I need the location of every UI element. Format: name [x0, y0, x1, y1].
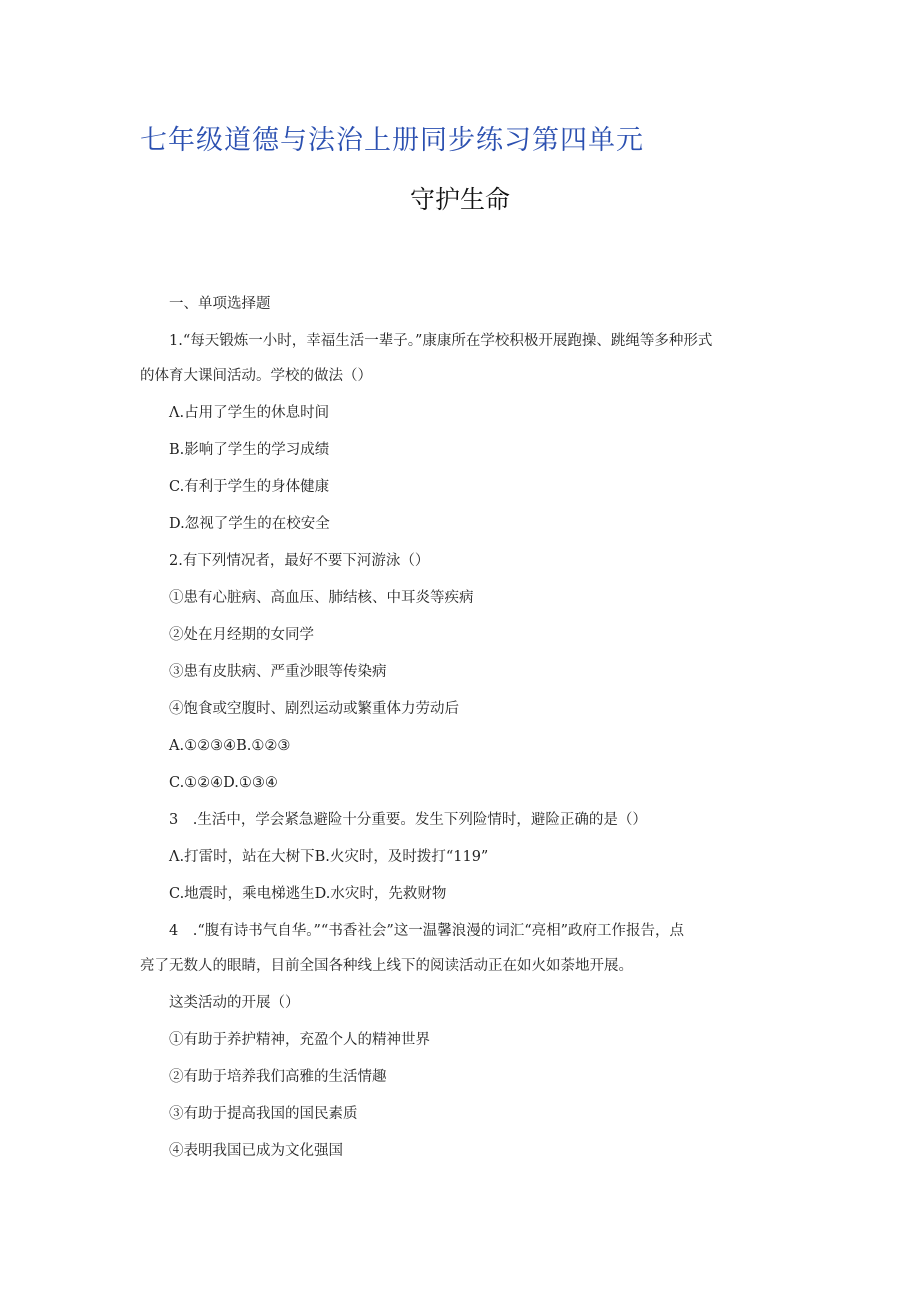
- question-1-option-d: D.忽视了学生的在校安全: [169, 516, 330, 532]
- question-1-text-continued: 的体育大课间活动。学校的做法（）: [140, 368, 372, 384]
- question-4-item-2: ②有助于培养我们高雅的生活情趣: [169, 1069, 387, 1085]
- question-2-item-1: ①患有心脏病、高血压、肺结核、中耳炎等疾病: [169, 590, 474, 606]
- question-3-options-ab: Λ.打雷时，站在大树下B.火灾时，及时拨打“119”: [169, 849, 489, 865]
- question-4-prompt: 这类活动的开展（）: [169, 995, 300, 1011]
- question-2-item-3: ③患有皮肤病、严重沙眼等传染病: [169, 664, 387, 680]
- question-4-item-4: ④表明我国已成为文化强国: [169, 1143, 343, 1159]
- question-4-text-continued: 亮了无数人的眼睛，目前全国各种线上线下的阅读活动正在如火如荼地开展。: [140, 958, 633, 974]
- question-4-text: 4 .“腹有诗书气自华。”“书香社会”这一温馨浪漫的词汇“亮相”政府工作报告，点: [169, 923, 685, 939]
- question-2-item-2: ②处在月经期的女同学: [169, 627, 314, 643]
- question-1-option-c: C.有利于学生的身体健康: [169, 479, 330, 495]
- question-3-text: 3 .生活中，学会紧急避险十分重要。发生下列险情时，避险正确的是（）: [169, 812, 647, 828]
- question-4-item-3: ③有助于提高我国的国民素质: [169, 1106, 358, 1122]
- question-1-text: 1.“每天锻炼一小时，幸福生活一辈子。”康康所在学校积极开展跑操、跳绳等多种形式: [169, 333, 713, 349]
- question-1-option-a: Λ.占用了学生的休息时间: [169, 405, 330, 421]
- question-2-options-ab: A.①②③④B.①②③: [169, 738, 291, 754]
- question-3-options-cd: C.地震时，乘电梯逃生D.水灾时，先救财物: [169, 886, 447, 902]
- question-4-item-1: ①有助于养护精神，充盈个人的精神世界: [169, 1032, 430, 1048]
- question-2-item-4: ④饱食或空腹时、剧烈运动或繁重体力劳动后: [169, 701, 459, 717]
- document-title: 七年级道德与法治上册同步练习第四单元: [140, 125, 644, 156]
- question-1-option-b: B.影响了学生的学习成绩: [169, 442, 330, 458]
- document-subtitle: 守护生命: [409, 185, 510, 214]
- question-2-options-cd: C.①②④D.①③④: [169, 775, 278, 791]
- document-body: [140, 292, 780, 1176]
- question-2-text: 2.有下列情况者，最好不要下河游泳（）: [169, 553, 430, 569]
- section-heading: 一、单项选择题: [169, 296, 271, 312]
